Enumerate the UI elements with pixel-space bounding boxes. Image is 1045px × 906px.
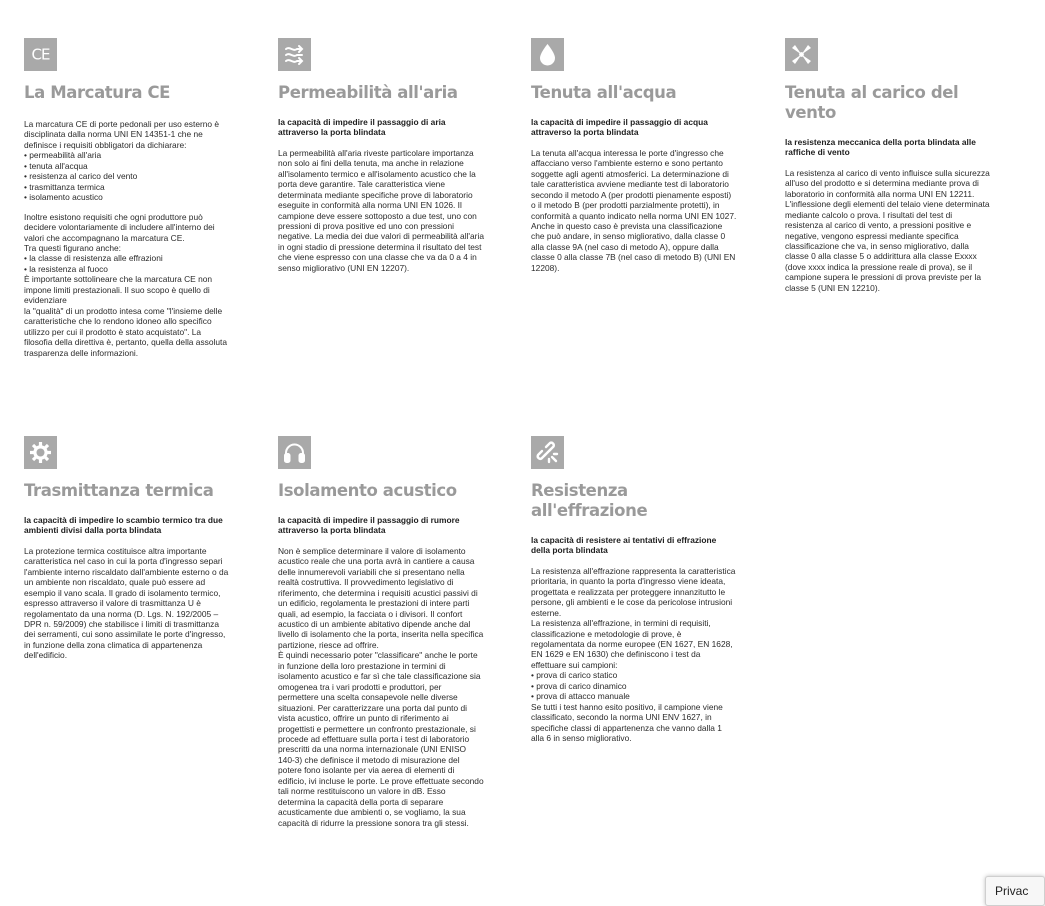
card-title: Isolamento acustico bbox=[278, 481, 457, 500]
water-drop-icon bbox=[531, 38, 564, 71]
privacy-button[interactable]: Privac bbox=[985, 876, 1045, 906]
card-acoustic-insulation bbox=[278, 436, 484, 828]
card-body: Non è semplice determinare il valore di isolamento acustico reale che una porta avrà in cantiere a causa delle innumerevoli variabili che si presentano nella realtà costruttiva. Il provvedimento legislativo di riferimento, che determina i requisiti acustici passivi di un edificio, regolamenta le prestazioni di intere parti quali, ad esempio, la facciata o i divisori. Il confort acustico di un ambiente abitativo dipende anche dal livello di isolamento che la porta, inserita nella specifica partizione, riesce ad offrire. È quindi necessario poter "classificare" anche le porte in funzione della loro prestazione in termini di isolamento acustico e far sì che tale classificazione sia omogenea tra i vari prodotti e produttori, per permettere una scelta consapevole nelle diverse situazioni. Per caratterizzare una porta dal punto di vista acustico, offrire un punto di riferimento ai progettisti e permettere un confronto prestazionale, si procede ad effettuare sulla porta i test di laboratorio prescritti da una norma internazionale (UNI ENISO 140-3) che definisce il metodo di misurazione del potere fono isolante per via aerea di elementi di edificio, ivi incluse le porte. Le prove effettuate secondo tali norme restituiscono un valore in dB. Esso determina la capacità della porta di separare acusticamente due ambienti o, se vogliamo, la sua capacità di ridurre la pressione sonora tra gli stessi. bbox=[278, 545, 484, 828]
card-title: Tenuta all'acqua bbox=[531, 83, 677, 102]
broken-chain-icon bbox=[531, 436, 564, 469]
card-subtitle: la resistenza meccanica della porta blindata alle raffiche di vento bbox=[785, 137, 976, 158]
card-title: La Marcatura CE bbox=[24, 83, 171, 102]
card-burglary-resistance bbox=[531, 436, 737, 744]
gear-sun-icon bbox=[24, 436, 57, 469]
card-ce-marking bbox=[24, 38, 230, 358]
card-body: La tenuta all'acqua interessa le porte d'ingresso che affacciano verso l'ambiente esterno e sono pertanto soggette agli agenti atmosferici. La determinazione di tale caratteristica avviene mediante test di laboratorio secondo il metodo A (per prodotti pienamente esposti) o il metodo B (per prodotti parzialmente protetti), in conformità a quanto indicato nella norma UNI EN 1027. Anche in questo caso è prevista una classificazione che può andare, in senso migliorativo, dalla classe 0 alla classe 9A (nel caso di metodo A), oppure dalla classe 0 alla classe 7B (nel caso di metodo B) (UNI EN 12208). bbox=[531, 147, 737, 273]
card-title: Permeabilità all'aria bbox=[278, 83, 458, 102]
card-air-permeability bbox=[278, 38, 484, 273]
card-wind-load bbox=[785, 38, 991, 293]
svg-text:CE: CE bbox=[31, 45, 50, 64]
card-subtitle: la capacità di impedire il passaggio di aria attraverso la porta blindata bbox=[278, 117, 446, 138]
card-title: Trasmittanza termica bbox=[24, 481, 214, 500]
card-title: Resistenza all'effrazione bbox=[531, 481, 648, 520]
card-body: La permeabilità all'aria riveste particolare importanza non solo ai fini della tenuta, ma anche in relazione all'isolamento termico e all'isolamento acustico che la porta deve garantire. Tale caratteristica viene determinata mediante specifiche prove di laboratorio eseguite in conformità alla norma UNI EN 1026. Il campione deve essere sottoposto a due test, uno con pressioni di prova positive ed uno con pressioni negative. La media dei due valori di permeabilità all'aria in ogni stadio di pressione determina il risultato del test che viene espresso con una classe che va da 0 a 4 in senso migliorativo (UNI EN 12207). bbox=[278, 147, 484, 273]
card-body: La resistenza al carico di vento influisce sulla sicurezza all'uso del prodotto e si determina mediante prova di laboratorio in conformità alla norma UNI EN 12211. L'inflessione degli elementi del telaio viene determinata mediante calcolo o prova. I risultati del test di resistenza al carico di vento, a pressioni positive e negative, vengono espressi mediante specifica classificazione che va, in senso migliorativo, dalla classe 0 alla classe 5 o addirittura alla classe Exxxx (dove xxxx indica la pressione reale di prova), se il campione supera le pressioni di prova previste per la classe 5 (UNI EN 12210). bbox=[785, 167, 990, 293]
card-subtitle: la capacità di impedire il passaggio di rumore attraverso la porta blindata bbox=[278, 515, 460, 536]
card-body: La marcatura CE di porte pedonali per uso esterno è disciplinata dalla norma UNI EN 14351-1 che ne definisce i requisiti obbligatori da dichiarare: • permeabilità all'aria • tenuta all'acqua • resistenza al carico del vento • trasmittanza termica • isolamento acustico Inoltre esistono requisiti che ogni produttore può decidere volontariamente di includere all'interno dei valori che accompagnano la marcatura CE. Tra questi figurano anche: • la classe di resistenza alle effrazioni • la resistenza al fuoco È importante sottolineare che la marcatura CE non impone limiti prestazionali. Il suo scopo è quello di evidenziare la "qualità" di un prodotto intesa come "l'insieme delle caratteristiche che lo rendono idoneo allo specifico utilizzo per cui il prodotto è stato acquistato". La filosofia della direttiva è, pertanto, quella della assoluta trasparenza delle informazioni. bbox=[24, 119, 230, 358]
card-body: La protezione termica costituisce altra importante caratteristica nel caso in cui la porta d'ingresso separi l'ambiente interno riscaldato dall'ambiente esterno o da un ambiente non riscaldato, quale può essere ad esempio il vano scala. Il grado di isolamento termico, espresso attraverso il valore di trasmittanza U è regolamentato da una norma (D. Lgs. N. 192/2005 – DPR n. 59/2009) che stabilisce i limiti di trasmittanza dei serramenti, cui sono assimilate le porte d'ingresso, in funzione della zona climatica di appartenenza dell'edificio. bbox=[24, 545, 229, 661]
card-body: La resistenza all'effrazione rappresenta la caratteristica prioritaria, in quanto la porta d'ingresso viene ideata, progettata e realizzata per proteggere innanzitutto le persone, gli ambienti e le cose da pericolose intrusioni esterne. La resistenza all'effrazione, in termini di requisiti, classificazione e metodologie di prove, è regolamentata da norme europee (EN 1627, EN 1628, EN 1629 e EN 1630) che definiscono i test da effettuare sui campioni: • prova di carico statico • prova di carico dinamico • prova di attacco manuale Se tutti i test hanno esito positivo, il campione viene classificato, secondo la norma UNI ENV 1627, in specifiche classi di appartenenza che vanno dalla 1 alla 6 in senso migliorativo. bbox=[531, 566, 737, 744]
wind-load-icon bbox=[785, 38, 818, 71]
card-title: Tenuta al carico del vento bbox=[785, 83, 959, 122]
card-subtitle: la capacità di resistere ai tentativi di effrazione della porta blindata bbox=[531, 535, 717, 556]
ce-mark-icon bbox=[24, 38, 57, 71]
card-subtitle: la capacità di impedire il passaggio di acqua attraverso la porta blindata bbox=[531, 117, 708, 138]
headphones-icon bbox=[278, 436, 311, 469]
card-subtitle: la capacità di impedire lo scambio termico tra due ambienti divisi dalla porta blindata bbox=[24, 515, 223, 536]
card-thermal-transmittance bbox=[24, 436, 230, 661]
card-water-tightness bbox=[531, 38, 737, 273]
air-flow-icon bbox=[278, 38, 311, 71]
